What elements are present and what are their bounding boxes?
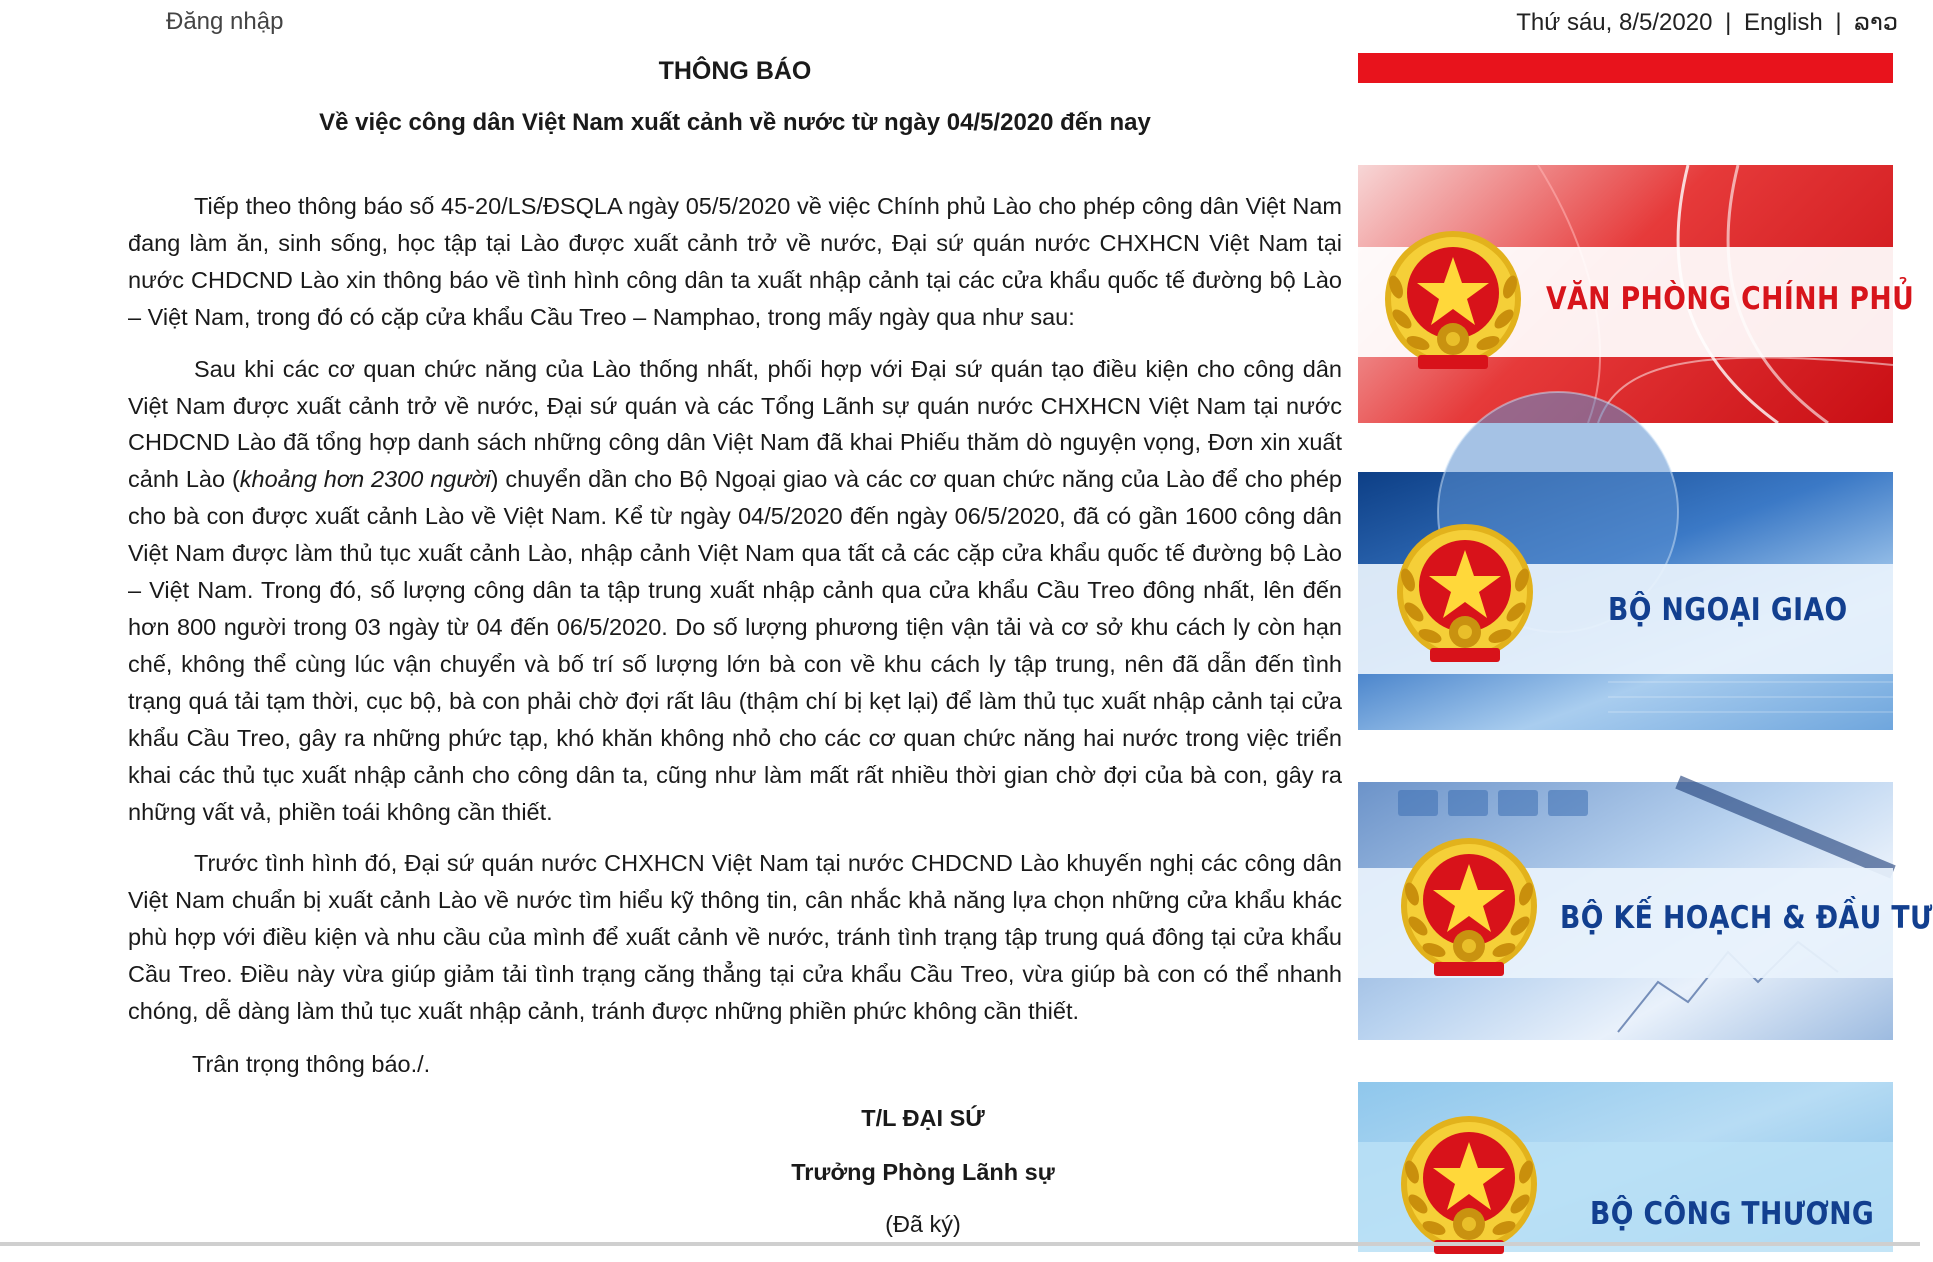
state-emblem-icon: [1378, 227, 1528, 377]
sidebar-red-bar: [1358, 53, 1893, 83]
signature-signed: (Đã ký): [885, 1210, 961, 1237]
paragraph-3: Trước tình hình đó, Đại sứ quán nước CHXHCN Việt Nam tại nước CHDCND Lào khuyến nghị các công dân Việt Nam chuẩn bị xuất cảnh Lào về nước tìm hiểu kỹ thông tin, cân nhắc khả năng lựa chọn những cửa khẩu khác phù hợp với điều kiện và nhu cầu của mình để xuất cảnh về nước, tránh tình trạng tập trung quá đông tại cửa khẩu Cầu Treo. Điều này vừa giúp giảm tải tình trạng căng thẳng tại cửa khẩu Cầu Treo, vừa giúp bà con có thể nhanh chóng, dễ dàng làm thủ tục xuất nhập cảnh, tránh được những phiền phức không cần thiết.: [128, 850, 1342, 1025]
paragraph-1: Tiếp theo thông báo số 45-20/LS/ĐSQLA ngày 05/5/2020 về việc Chính phủ Lào cho phép công dân Việt Nam đang làm ăn, sinh sống, học tập tại Lào được xuất cảnh trở về nước, Đại sứ quán nước CHXHCN Việt Nam tại nước CHDCND Lào xin thông báo về tình hình công dân ta xuất nhập cảnh tại các cửa khẩu quốc tế đường bộ Lào – Việt Nam, trong đó có cặp cửa khẩu Cầu Treo – Namphao, trong mấy ngày qua như sau:: [128, 193, 1342, 330]
banner-label: BỘ CÔNG THƯƠNG: [1590, 1196, 1875, 1232]
article-title: THÔNG BÁO: [658, 57, 812, 85]
italic-note: khoảng hơn 2300 người: [239, 466, 491, 493]
state-emblem-icon: [1394, 1112, 1544, 1262]
state-emblem-icon: [1394, 834, 1544, 984]
banner-label: BỘ NGOẠI GIAO: [1608, 592, 1848, 628]
paragraph-2: Sau khi các cơ quan chức năng của Lào thống nhất, phối hợp với Đại sứ quán tạo điều kiện cho công dân Việt Nam được xuất cảnh trở về nước, Đại sứ quán và các Tổng Lãnh sự quán nước CHXHCN Việt Nam tại nước CHDCND Lào đã tổng hợp danh sách những công dân Việt Nam đã khai Phiếu thăm dò nguyện vọng, Đơn xin xuất cảnh Lào (khoảng hơn 2300 người) chuyển dần cho Bộ Ngoại giao và các cơ quan chức năng của Lào để cho phép cho bà con được xuất cảnh Lào về Việt Nam. Kể từ ngày 04/5/2020 đến ngày 06/5/2020, đã có gần 1600 công dân Việt Nam được làm thủ tục xuất cảnh Lào, nhập cảnh Việt Nam qua tất cả các cặp cửa khẩu quốc tế đường bộ Lào – Việt Nam. Trong đó, số lượng công dân ta tập trung xuất nhập cảnh qua cửa khẩu Cầu Treo đông nhất, lên đến hơn 800 người trong 03 ngày từ 04 đến 06/5/2020. Do số lượng phương tiện vận tải và cơ sở khu cách ly còn hạn chế, không thể cùng lúc vận chuyển và bố trí số lượng lớn bà con về khu cách ly tập trung, nên đã dẫn đến tình trạng quá tải tạm thời, cục bộ, bà con phải chờ đợi rất lâu (thậm chí bị kẹt lại) để làm thủ tục xuất nhập cảnh tại cửa khẩu Cầu Treo, gây ra những phức tạp, khó khăn không nhỏ cho các cơ quan chức năng hai nước trong việc triển khai các thủ tục xuất nhập cảnh cho công dân ta, cũng như làm mất rất nhiều thời gian chờ đợi của bà con, gây ra những vất vả, phiền toái không cần thiết.: [128, 355, 1342, 825]
bottom-divider: [0, 1242, 1920, 1246]
closing-line: Trân trọng thông báo./.: [192, 1050, 431, 1077]
separator: |: [1835, 9, 1842, 36]
banner-label: BỘ KẾ HOẠCH & ĐẦU TƯ: [1560, 900, 1933, 936]
top-right-info: [1516, 8, 1898, 37]
banner-label: VĂN PHÒNG CHÍNH PHỦ: [1546, 281, 1915, 317]
banner-van-phong-chinh-phu[interactable]: [1358, 165, 1915, 423]
language-lao-link[interactable]: ລາວ: [1854, 9, 1898, 36]
banner-bo-ke-hoach-dau-tu[interactable]: [1358, 782, 1933, 1040]
signature-position: Trưởng Phòng Lãnh sự: [791, 1158, 1055, 1185]
top-bar: [0, 0, 1920, 46]
article-subtitle: Về việc công dân Việt Nam xuất cảnh về nước từ ngày 04/5/2020 đến nay: [319, 109, 1151, 136]
signature-title: T/L ĐẠI SỨ: [861, 1104, 985, 1131]
banner-bo-cong-thuong[interactable]: [1358, 1082, 1893, 1246]
article-content: [128, 54, 1342, 1242]
separator: |: [1725, 9, 1732, 36]
state-emblem-icon: [1390, 520, 1540, 670]
current-date: Thứ sáu, 8/5/2020: [1516, 9, 1713, 36]
banner-bo-ngoai-giao[interactable]: [1358, 472, 1893, 730]
language-english-link[interactable]: English: [1744, 9, 1823, 36]
login-link[interactable]: Đăng nhập: [166, 8, 284, 35]
